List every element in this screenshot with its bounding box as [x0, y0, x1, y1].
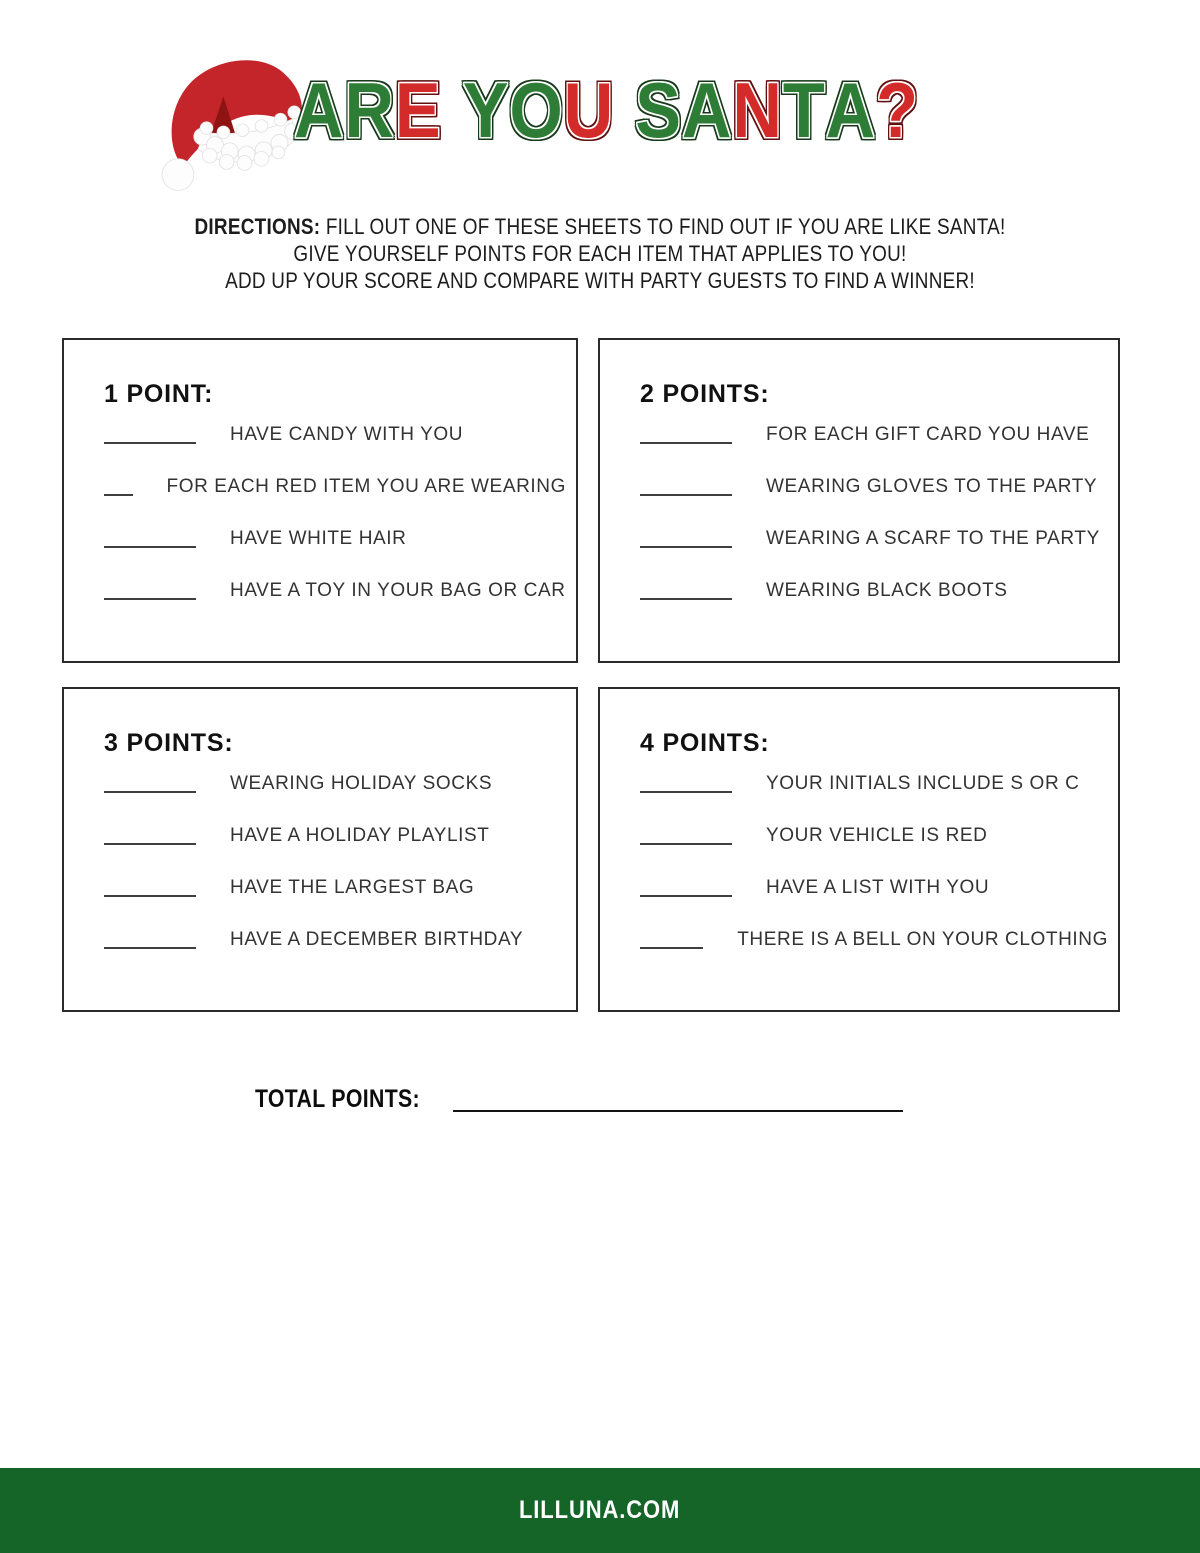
- title-letter: O: [509, 66, 564, 154]
- score-box-items: [104, 414, 566, 600]
- directions-line-1-rest: FILL OUT ONE OF THESE SHEETS TO FIND OUT IF YOU ARE LIKE SANTA!: [320, 214, 1006, 239]
- score-item: [104, 867, 566, 897]
- write-in-blank[interactable]: [104, 779, 196, 793]
- title-letter: R: [344, 66, 395, 154]
- score-item: [104, 919, 566, 949]
- write-in-blank[interactable]: [640, 935, 703, 949]
- score-item-label: HAVE A TOY IN YOUR BAG OR CAR: [230, 580, 566, 601]
- score-item-label: FOR EACH RED ITEM YOU ARE WEARING: [166, 476, 566, 497]
- score-item-label: HAVE THE LARGEST BAG: [230, 877, 475, 898]
- score-box-items: [640, 763, 1108, 949]
- score-item: [640, 815, 1108, 845]
- score-item-label: HAVE CANDY WITH YOU: [230, 424, 464, 445]
- score-item: [104, 518, 566, 548]
- score-item-label: FOR EACH GIFT CARD YOU HAVE: [766, 424, 1090, 445]
- score-item: [640, 570, 1108, 600]
- title-letter: A: [294, 66, 345, 154]
- score-box-items: [640, 414, 1108, 600]
- write-in-blank[interactable]: [104, 430, 196, 444]
- total-points-label: TOTAL POINTS:: [255, 1085, 420, 1113]
- write-in-blank[interactable]: [640, 831, 732, 845]
- title-letter: Y: [462, 66, 510, 154]
- score-item-label: HAVE WHITE HAIR: [230, 528, 407, 549]
- write-in-blank[interactable]: [104, 534, 196, 548]
- score-box: [598, 687, 1120, 1012]
- title-letter: E: [394, 66, 442, 154]
- score-item: [104, 414, 566, 444]
- score-box-items: [104, 763, 566, 949]
- total-points-blank[interactable]: [453, 1098, 903, 1112]
- score-box-heading: 2 POINTS:: [640, 380, 770, 408]
- score-item-label: WEARING HOLIDAY SOCKS: [230, 773, 493, 794]
- score-item-label: YOUR INITIALS INCLUDE S OR C: [766, 773, 1080, 794]
- title-letter: A: [825, 66, 877, 154]
- write-in-blank[interactable]: [104, 831, 196, 845]
- write-in-blank[interactable]: [104, 935, 196, 949]
- title-letter: U: [563, 66, 615, 154]
- directions-line-1: [84, 213, 1116, 240]
- score-box: [62, 338, 578, 663]
- write-in-blank[interactable]: [104, 586, 196, 600]
- score-box-heading: 4 POINTS:: [640, 729, 770, 757]
- write-in-blank[interactable]: [640, 779, 732, 793]
- score-item-label: WEARING GLOVES TO THE PARTY: [766, 476, 1098, 497]
- score-item: [104, 815, 566, 845]
- score-item-label: THERE IS A BELL ON YOUR CLOTHING: [737, 929, 1108, 950]
- score-box-heading: 3 POINTS:: [104, 729, 234, 757]
- score-item: [104, 763, 566, 793]
- score-box: [62, 687, 578, 1012]
- score-item-label: HAVE A LIST WITH YOU: [766, 877, 990, 898]
- footer-site-text: LILLUNA.COM: [519, 1496, 681, 1524]
- title-letter: A: [681, 66, 733, 154]
- score-box: [598, 338, 1120, 663]
- title-letter: ?: [876, 66, 919, 154]
- score-item-label: WEARING A SCARF TO THE PARTY: [766, 528, 1100, 549]
- score-item: [640, 466, 1108, 496]
- title-letter: N: [732, 66, 783, 154]
- score-item-label: HAVE A DECEMBER BIRTHDAY: [230, 929, 524, 950]
- write-in-blank[interactable]: [640, 482, 732, 496]
- page-title: [294, 66, 919, 154]
- directions-line-2: GIVE YOURSELF POINTS FOR EACH ITEM THAT APPLIES TO YOU!: [293, 241, 907, 266]
- write-in-blank[interactable]: [640, 586, 732, 600]
- directions-label: DIRECTIONS:: [194, 214, 321, 239]
- santa-hat-icon: [160, 52, 308, 200]
- title-letter: T: [782, 66, 826, 154]
- write-in-blank[interactable]: [640, 534, 732, 548]
- score-item-label: YOUR VEHICLE IS RED: [766, 825, 988, 846]
- directions-line-3: ADD UP YOUR SCORE AND COMPARE WITH PARTY GUESTS TO FIND A WINNER!: [225, 268, 975, 293]
- score-item: [640, 919, 1108, 949]
- score-item-label: WEARING BLACK BOOTS: [766, 580, 1008, 601]
- total-points-row: [255, 1082, 903, 1112]
- write-in-blank[interactable]: [640, 430, 732, 444]
- score-item-label: HAVE A HOLIDAY PLAYLIST: [230, 825, 490, 846]
- score-item: [640, 763, 1108, 793]
- score-box-heading: 1 POINT:: [104, 380, 214, 408]
- write-in-blank[interactable]: [640, 883, 732, 897]
- write-in-blank[interactable]: [104, 482, 133, 496]
- score-item: [104, 570, 566, 600]
- title-letter: S: [635, 66, 682, 154]
- footer-bar: [0, 1468, 1200, 1553]
- score-item: [640, 867, 1108, 897]
- points-grid: [62, 338, 1120, 1012]
- write-in-blank[interactable]: [104, 883, 196, 897]
- directions-text: [0, 213, 1200, 294]
- score-item: [640, 414, 1108, 444]
- score-item: [104, 466, 566, 496]
- score-item: [640, 518, 1108, 548]
